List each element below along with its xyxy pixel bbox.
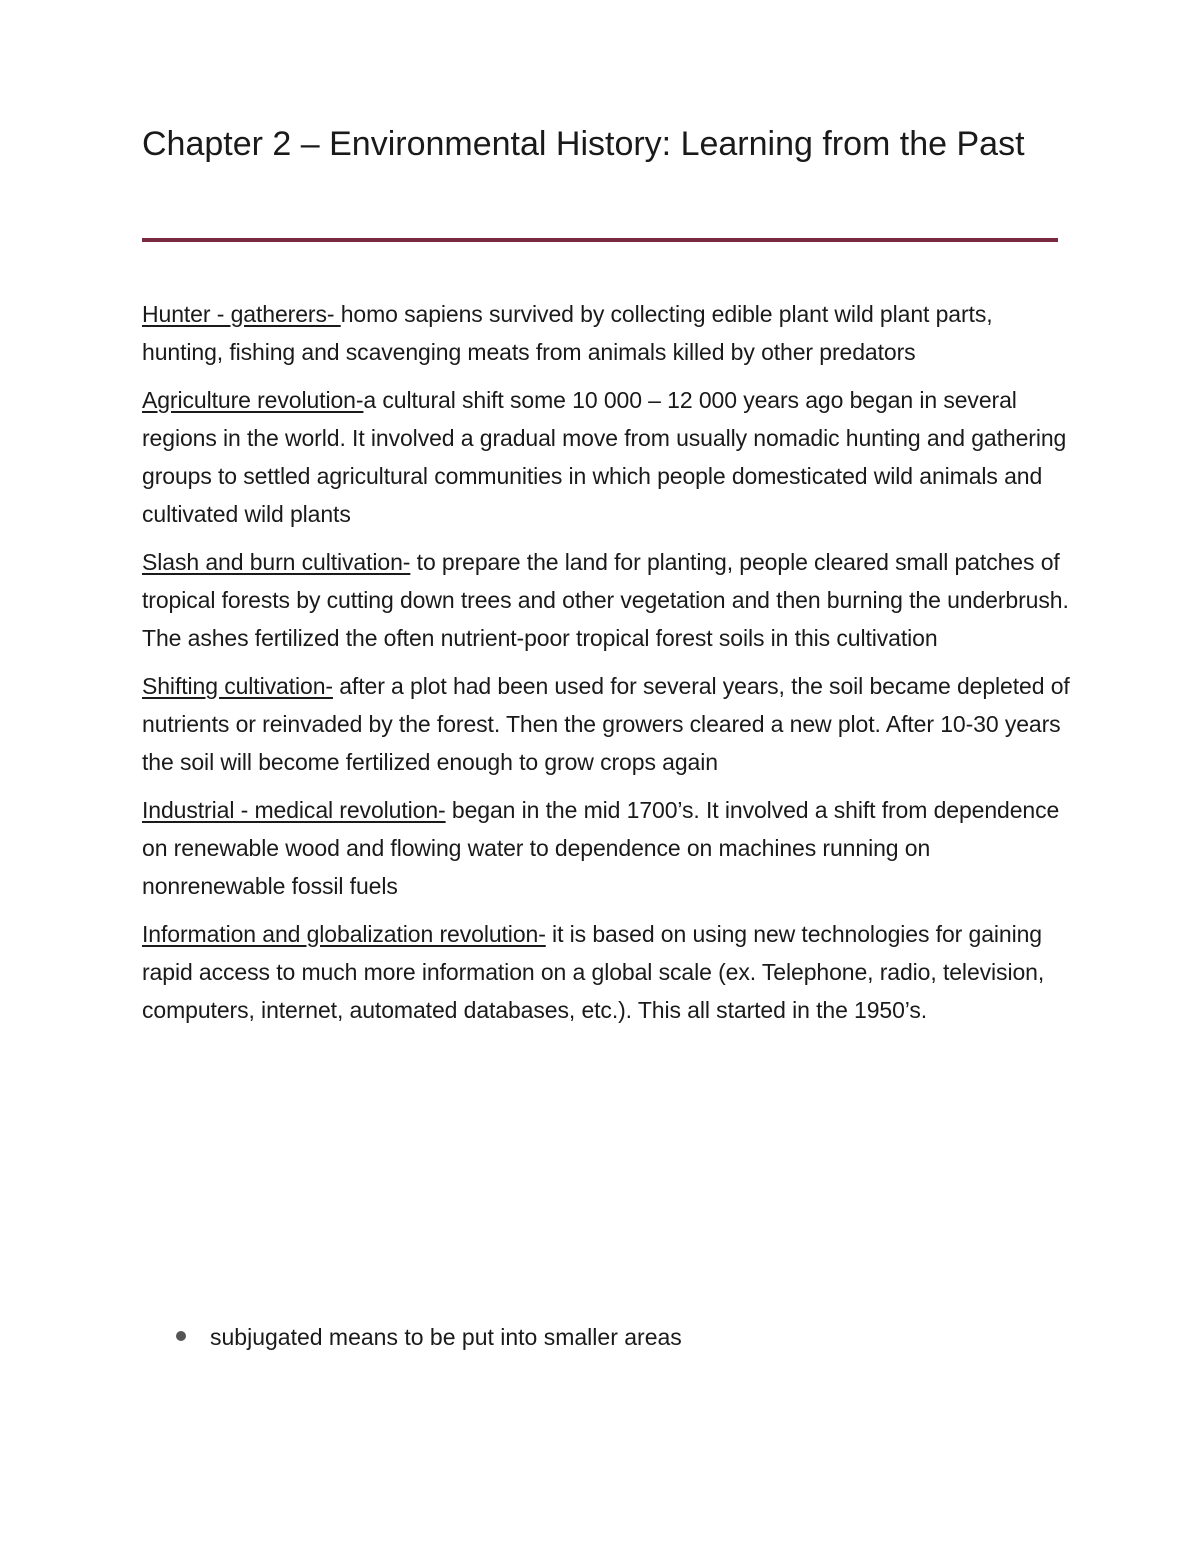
definition-hunter-gatherers [142, 295, 1072, 371]
term-text: to prepare the land for planting, people cleared small patches of tropical forests by cutting down trees and other vegetation and then burning the underbrush. The ashes fertilized the often nutrient-poor tropical forest soils in this cultivation [142, 549, 1069, 651]
term-label: Slash and burn cultivation- [142, 549, 411, 575]
term-label: Hunter - gatherers- [142, 301, 341, 327]
term-label: Industrial - medical revolution- [142, 797, 446, 823]
definition-industrial-medical-revolution [142, 791, 1072, 905]
document-title: Chapter 2 – Environmental History: Learning from the Past [142, 125, 1025, 163]
term-text: after a plot had been used for several years, the soil became depleted of nutrients or reinvaded by the forest. Then the growers cleared a new plot. After 10-30 years the soil will become fertilized enough to grow crops again [142, 673, 1070, 775]
definition-agriculture-revolution [142, 381, 1072, 533]
bullet-text: subjugated means to be put into smaller areas [210, 1324, 682, 1350]
term-label: Shifting cultivation- [142, 673, 333, 699]
bullet-dot-icon [176, 1331, 186, 1341]
bullet-list [142, 1318, 1072, 1356]
bullet-item [142, 1318, 1072, 1356]
definition-slash-and-burn [142, 543, 1072, 657]
definition-information-globalization-revolution [142, 915, 1072, 1029]
definition-shifting-cultivation [142, 667, 1072, 781]
definitions-list [142, 295, 1072, 1039]
term-label: Information and globalization revolution- [142, 921, 546, 947]
term-text: homo sapiens survived by collecting edible plant wild plant parts, hunting, fishing and scavenging meats from animals killed by other predators [142, 301, 993, 365]
term-text: a cultural shift some 10 000 – 12 000 years ago began in several regions in the world. It involved a gradual move from usually nomadic hunting and gathering groups to settled agricultural communities in which people domesticated wild animals and cultivated wild plants [142, 387, 1067, 527]
title-divider [142, 238, 1058, 242]
term-label: Agriculture revolution- [142, 387, 364, 413]
term-text: began in the mid 1700’s. It involved a shift from dependence on renewable wood and flowing water to dependence on machines running on nonrenewable fossil fuels [142, 797, 1060, 899]
term-text: it is based on using new technologies for gaining rapid access to much more information on a global scale (ex. Telephone, radio, television, computers, internet, automated databases, etc.). This all started in the 1950’s. [142, 921, 1045, 1023]
